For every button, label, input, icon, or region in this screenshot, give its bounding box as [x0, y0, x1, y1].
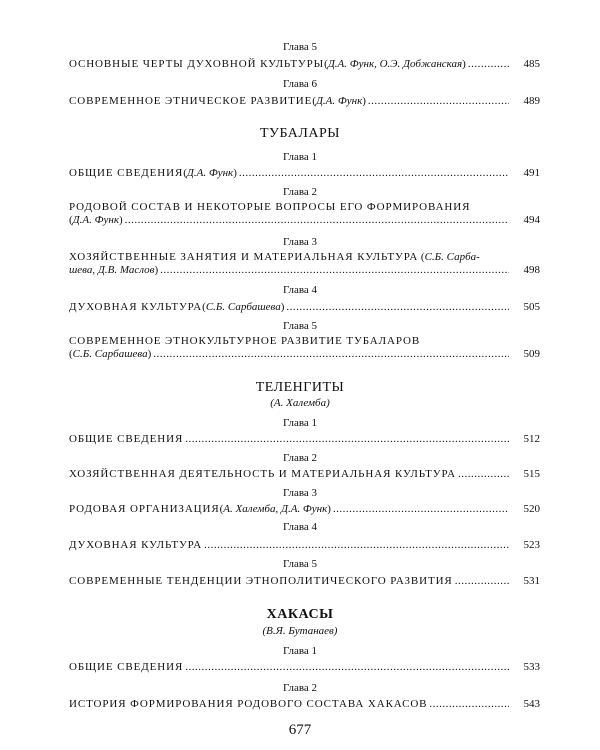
- chapter-heading: Глава 3: [282, 236, 318, 248]
- entry-page: 505: [523, 301, 540, 313]
- entry-page: 491: [523, 167, 540, 179]
- dot-leader: [429, 698, 509, 711]
- entry-title: РОДОВАЯ ОРГАНИЗАЦИЯ: [69, 503, 220, 515]
- toc-entry[interactable]: [69, 251, 540, 277]
- entry-paren: ): [118, 214, 123, 226]
- chapter-heading: Глава 6: [282, 78, 318, 90]
- entry-title: ОБЩИЕ СВЕДЕНИЯ: [69, 433, 184, 445]
- section-author: (А. Халемба): [270, 397, 330, 409]
- entry-page: 498: [523, 264, 540, 276]
- toc-entry[interactable]: [69, 539, 540, 552]
- dot-leader: [468, 58, 509, 71]
- entry-author: С.Б. Сарбашева: [205, 301, 281, 313]
- entry-title: ДУХОВНАЯ КУЛЬТУРА: [69, 301, 203, 313]
- section-author: (В.Я. Бутанаев): [262, 625, 338, 637]
- entry-page: 485: [523, 58, 540, 70]
- chapter-heading: Глава 5: [282, 558, 318, 570]
- chapter-heading: Глава 4: [282, 284, 318, 296]
- entry-page: 494: [523, 214, 540, 226]
- entry-author: Д.А. Функ, О.Э. Добжанская: [327, 58, 463, 70]
- chapter-heading: Глава 5: [282, 320, 318, 332]
- dot-leader: [368, 95, 509, 108]
- chapter-heading: Глава 2: [282, 186, 318, 198]
- entry-paren: (: [183, 167, 187, 179]
- entry-paren: (: [219, 503, 224, 515]
- entry-title: ОБЩИЕ СВЕДЕНИЯ: [69, 661, 184, 673]
- chapter-heading: Глава 1: [282, 645, 318, 657]
- section-title: ТЕЛЕНГИТЫ: [255, 380, 345, 395]
- toc-entry[interactable]: [69, 201, 540, 227]
- toc-entry[interactable]: [69, 698, 540, 711]
- entry-paren: (: [69, 348, 73, 360]
- entry-paren: ): [154, 264, 159, 276]
- entry-page: 515: [523, 468, 540, 480]
- entry-paren: ): [462, 58, 466, 70]
- section-title: ТУБАЛАРЫ: [259, 126, 341, 141]
- dot-leader: [239, 167, 509, 180]
- entry-title: СОВРЕМЕННОЕ ЭТНОКУЛЬТУРНОЕ РАЗВИТИЕ ТУБАЛАРОВ: [69, 335, 421, 347]
- toc-entry[interactable]: [69, 167, 540, 180]
- entry-paren: ): [233, 167, 237, 179]
- toc-entry[interactable]: [69, 335, 540, 361]
- toc-entry[interactable]: [69, 661, 540, 674]
- dot-leader: [204, 539, 509, 552]
- entry-author: Д.А. Функ: [315, 95, 363, 107]
- chapter-heading: Глава 2: [282, 682, 318, 694]
- section-title: ХАКАСЫ: [266, 607, 334, 622]
- entry-paren: ): [327, 503, 331, 515]
- chapter-heading: Глава 4: [282, 521, 318, 533]
- entry-page: 523: [523, 539, 540, 551]
- entry-paren: ): [147, 348, 152, 360]
- entry-paren: ): [362, 95, 366, 107]
- entry-title: ОСНОВНЫЕ ЧЕРТЫ ДУХОВНОЙ КУЛЬТУРЫ: [69, 58, 325, 70]
- dot-leader: [286, 301, 509, 314]
- dot-leader: [458, 468, 509, 481]
- entry-page: 533: [523, 661, 540, 673]
- page-number: 677: [288, 722, 312, 738]
- entry-page: 543: [523, 698, 540, 710]
- entry-paren: (: [312, 95, 316, 107]
- entry-page: 520: [523, 503, 540, 515]
- toc-entry[interactable]: [69, 301, 540, 314]
- entry-author: Д.А. Функ: [72, 214, 119, 226]
- entry-page: 509: [523, 348, 540, 360]
- dot-leader: [185, 433, 509, 446]
- entry-title: ИСТОРИЯ ФОРМИРОВАНИЯ РОДОВОГО СОСТАВА ХАКАСОВ: [69, 698, 428, 710]
- entry-author: С.Б. Сарбашева: [72, 348, 148, 360]
- toc-entry[interactable]: [69, 95, 540, 108]
- chapter-heading: Глава 5: [282, 41, 318, 53]
- entry-page: 531: [523, 575, 540, 587]
- chapter-heading: Глава 3: [282, 487, 318, 499]
- dot-leader: [125, 214, 509, 227]
- entry-author: Д.А. Функ: [186, 167, 234, 179]
- toc-entry[interactable]: [69, 433, 540, 446]
- entry-title: ОБЩИЕ СВЕДЕНИЯ: [69, 167, 184, 179]
- toc-entry[interactable]: [69, 575, 540, 588]
- entry-title: СОВРЕМЕННОЕ ЭТНИЧЕСКОЕ РАЗВИТИЕ: [69, 95, 313, 107]
- toc-entry[interactable]: [69, 468, 540, 481]
- dot-leader: [185, 661, 509, 674]
- entry-author: С.Б. Сарба-: [424, 251, 480, 263]
- entry-paren: (: [202, 301, 206, 313]
- dot-leader: [160, 264, 509, 277]
- entry-title: ХОЗЯЙСТВЕННЫЕ ЗАНЯТИЯ И МАТЕРИАЛЬНАЯ КУЛЬТУРА: [69, 251, 419, 263]
- entry-paren: (: [69, 214, 73, 226]
- entry-title: ХОЗЯЙСТВЕННАЯ ДЕЯТЕЛЬНОСТЬ И МАТЕРИАЛЬНАЯ КУЛЬТУРА: [69, 468, 456, 480]
- chapter-heading: Глава 1: [282, 151, 318, 163]
- entry-author: А. Халемба, Д.А. Функ: [223, 503, 328, 515]
- dot-leader: [153, 348, 509, 361]
- entry-title: ДУХОВНАЯ КУЛЬТУРА: [69, 539, 203, 551]
- dot-leader: [455, 575, 509, 588]
- chapter-heading: Глава 2: [282, 452, 318, 464]
- entry-paren: (: [324, 58, 328, 70]
- entry-title: РОДОВОЙ СОСТАВ И НЕКОТОРЫЕ ВОПРОСЫ ЕГО ФОРМИРОВАНИЯ: [69, 201, 471, 213]
- entry-paren: ): [280, 301, 285, 313]
- entry-page: 489: [523, 95, 540, 107]
- toc-entry[interactable]: [69, 58, 540, 71]
- entry-author: шева, Д.В. Маслов: [69, 264, 155, 276]
- entry-title: СОВРЕМЕННЫЕ ТЕНДЕНЦИИ ЭТНОПОЛИТИЧЕСКОГО РАЗВИТИЯ: [69, 575, 453, 587]
- dot-leader: [333, 503, 509, 516]
- toc-entry[interactable]: [69, 503, 540, 516]
- chapter-heading: Глава 1: [282, 417, 318, 429]
- entry-paren: (: [418, 251, 425, 263]
- entry-page: 512: [523, 433, 540, 445]
